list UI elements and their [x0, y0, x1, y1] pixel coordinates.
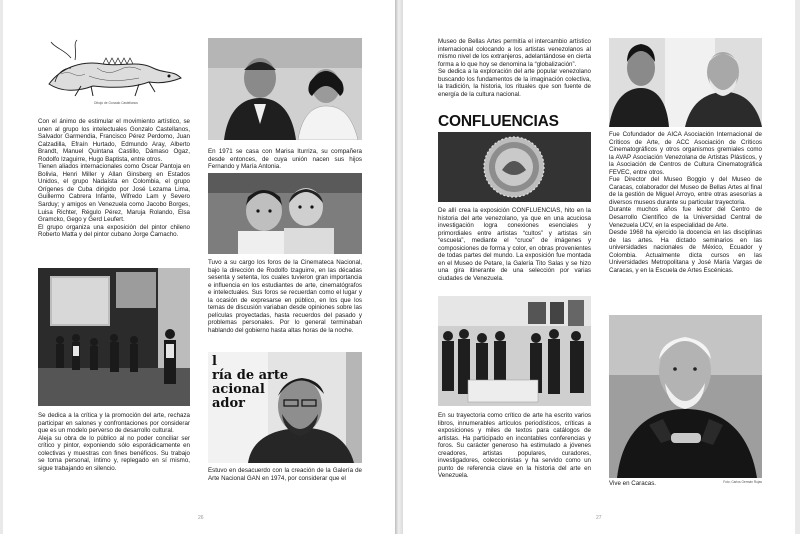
man-with-poster-photo	[208, 352, 362, 463]
right-page-number: 27	[596, 515, 602, 521]
col2-paragraph-3: Estuvo en desacuerdo con la creación de la Galería de Arte Nacional GAN en 1974, por considerar que el	[208, 467, 362, 482]
col1-paragraph-5: Aleja su obra de lo público al no poder conciliar ser crítico y pintor, exponiendo sólo esporádicamente en colectivas y muestras con fines benéficos. Su trabajo se torna personal, íntimo y, replegado en sí mismo, sigue trabajando en silencio.	[38, 434, 190, 472]
left-page-number: 26	[198, 515, 204, 521]
two-men-photo	[609, 38, 762, 127]
confluencias-title: CONFLUENCIAS	[438, 113, 559, 130]
column-1-bottom	[38, 412, 190, 472]
col1-paragraph-2: Tienen aliados internacionales como Oscar Pantoja en Bolivia, Henri Miller y Allan Ginsberg en Estados Unidos, el grupo Nadaísta en Colombia, el grupo Orígenes de Cuba dirigido por José Lezama Lima, Guillermo Cabrera Infante, Wifredo Lam y Severo Sarduy; y amigos en Venezuela como Jacobo Borges, Luisa Richter, Régulo Pérez, Maruja Rolando, Elsa Gramcko, Gego y Gerd Leufert.	[38, 163, 190, 224]
col1-paragraph-3: El grupo organiza una exposición del pintor chileno Roberto Matta y del pintor cubano Jorge Camacho.	[38, 223, 190, 239]
poster-line-1: l	[212, 354, 217, 369]
column-4-bottom	[609, 480, 689, 488]
two-men-photo-art	[609, 38, 762, 127]
col4-closing: Vive en Caracas.	[609, 480, 657, 487]
confluencias-medallion-photo	[438, 132, 591, 202]
gallery-group-photo	[38, 268, 190, 406]
column-3-bottom	[438, 412, 591, 480]
exhibition-opening-photo	[438, 296, 591, 406]
column-2-bottom	[208, 467, 362, 482]
confluencias-banner	[438, 114, 591, 130]
portrait-photo-art	[609, 315, 762, 478]
couple-photo	[208, 38, 362, 140]
column-2-top	[208, 148, 362, 171]
col4-paragraph-2: Fue Director del Museo Boggio y del Museo de Caracas, colaborador del Museo de Bellas Artes al final de la gestión de Miguel Arroyo, entre otras asesorías a diversos museos durante su particular trayectoria.	[609, 176, 762, 206]
poster-line-2: ría de arte	[212, 368, 289, 383]
poster-line-3: acional	[212, 382, 265, 397]
column-4-top	[609, 131, 762, 274]
portrait-photo	[609, 315, 762, 478]
couple-photo-art	[208, 38, 362, 140]
column-3-middle	[438, 207, 591, 282]
column-3-top	[438, 38, 591, 98]
photo-credit: Foto: Carlos Germán Rojas	[723, 480, 762, 484]
col3-paragraph-2: Se dedica a la exploración del arte popular venezolano buscando los fundamentos de la imaginación colectiva, la tradición, la historia, los rituales que son fuente de energía de la cultura nacional.	[438, 68, 591, 98]
column-2-middle	[208, 259, 362, 334]
col4-paragraph-3: Durante muchos años fue lector del Centro de Desarrollo Científico de la Universidad Central de Venezuela UCV, en la especialidad de Arte.	[609, 206, 762, 229]
col4-paragraph-4: Desde 1968 ha ejercido la docencia en las disciplinas de las artes. Ha dictado seminarios en las universidades nacionales de México, Ecuador y Colombia. Actualmente dicta cursos en las Universidades Metropolitana y José María Vargas de Caracas, y en la Escuela de Artes Escénicas.	[609, 229, 762, 274]
book-gutter	[395, 0, 403, 534]
col2-paragraph-1: En 1971 se casa con Marisa Iturriza, su compañera desde entonces, de cuya unión nacen sus hijos Fernando y María Antonia.	[208, 148, 362, 171]
medallion-art	[438, 132, 591, 202]
exhibition-opening-art	[438, 296, 591, 406]
drawing-caption: Dibujo de Gonzalo Castellanos	[94, 101, 138, 105]
children-photo-art	[208, 173, 362, 254]
iguana-drawing-art	[41, 38, 186, 100]
iguana-drawing	[41, 38, 186, 108]
poster-line-4: ador	[212, 396, 246, 411]
col1-paragraph-4: Se dedica a la crítica y la promoción del arte, rechaza participar en salones y confrontaciones por considerar que es un modelo perverso de desarrollo cultural.	[38, 412, 190, 435]
col3-paragraph-4: En su trayectoria como crítico de arte ha escrito varios libros, innumerables artículos periodísticos, críticas a exposiciones y miles de textos para catálogos de artistas. Ha participado en incontables conferencias y foros. Su carácter generoso ha estimulado a jóvenes creadores, artistas populares, curadores, investigadores, coleccionistas y ha servido como un punto de referencia clave en la historia del arte en Venezuela.	[438, 412, 591, 480]
column-1	[38, 38, 190, 239]
col1-paragraph-1: Con el ánimo de estimular el movimiento artístico, se unen al grupo los intelectuales Gonzalo Castellanos, Salvador Garmendia, Francisco Pérez Perdomo, Juan Calzadilla, Efraín Hurtado, Edmundo Aray, Alberto Brandt, Manuel Quintana Castillo, Dámaso Ogaz, Rodolfo Izaguirre, Hugo Baptista, entre otros.	[38, 118, 190, 163]
col3-paragraph-1: Museo de Bellas Artes permitía el intercambio artístico internacional colocando a los artistas venezolanos al mismo nivel de los extranjeros, adelantándose en cierta forma a lo que hoy se denomina la “globalización”.	[438, 38, 591, 68]
col3-paragraph-3: De allí crea la exposición CONFLUENCIAS, hito en la historia del arte venezolano, ya que en una acuciosa investigación logra conexiones esenciales y primordiales entre artistas “cultos” y artistas sin “escuela”, mediante el “cruce” de imágenes y composiciones de forma y color, en obras provenientes de todas partes del mundo. La exposición fue montada en el Museo de Petare, la Galería Tito Salas y se hizo una gira itinerante de una selección por varias ciudades de Venezuela.	[438, 207, 591, 282]
col4-paragraph-1: Fue Cofundador de AICA Asociación Internacional de Críticos de Arte, de ACC Asociación de Críticos Cinematográficos y otros organismos gremiales como la AVAP Asociación Venezolana de Artistas Plásticos, y la Asociación de Centros de Cultura Cinematográfica FEVEC, entre otros.	[609, 131, 762, 176]
col2-paragraph-2: Tuvo a su cargo los foros de la Cinemateca Nacional, bajo la dirección de Rodolfo Izaguirre, en las décadas sesenta y setenta, los cuales tuvieron gran importancia e influencia en los estudiantes de arte, cinematógrafos e intelectuales. Sus foros se recuerdan como el lugar y la ocasión de expresarse en público, en los que los temas de discusión variaban desde opiniones sobre las películas proyectadas, hasta recuerdos del pasado y problemas personales. Por lo general terminaban hablando del gobierno hasta altas horas de la noche.	[208, 259, 362, 334]
children-photo	[208, 173, 362, 254]
gallery-group-photo-art	[38, 268, 190, 406]
